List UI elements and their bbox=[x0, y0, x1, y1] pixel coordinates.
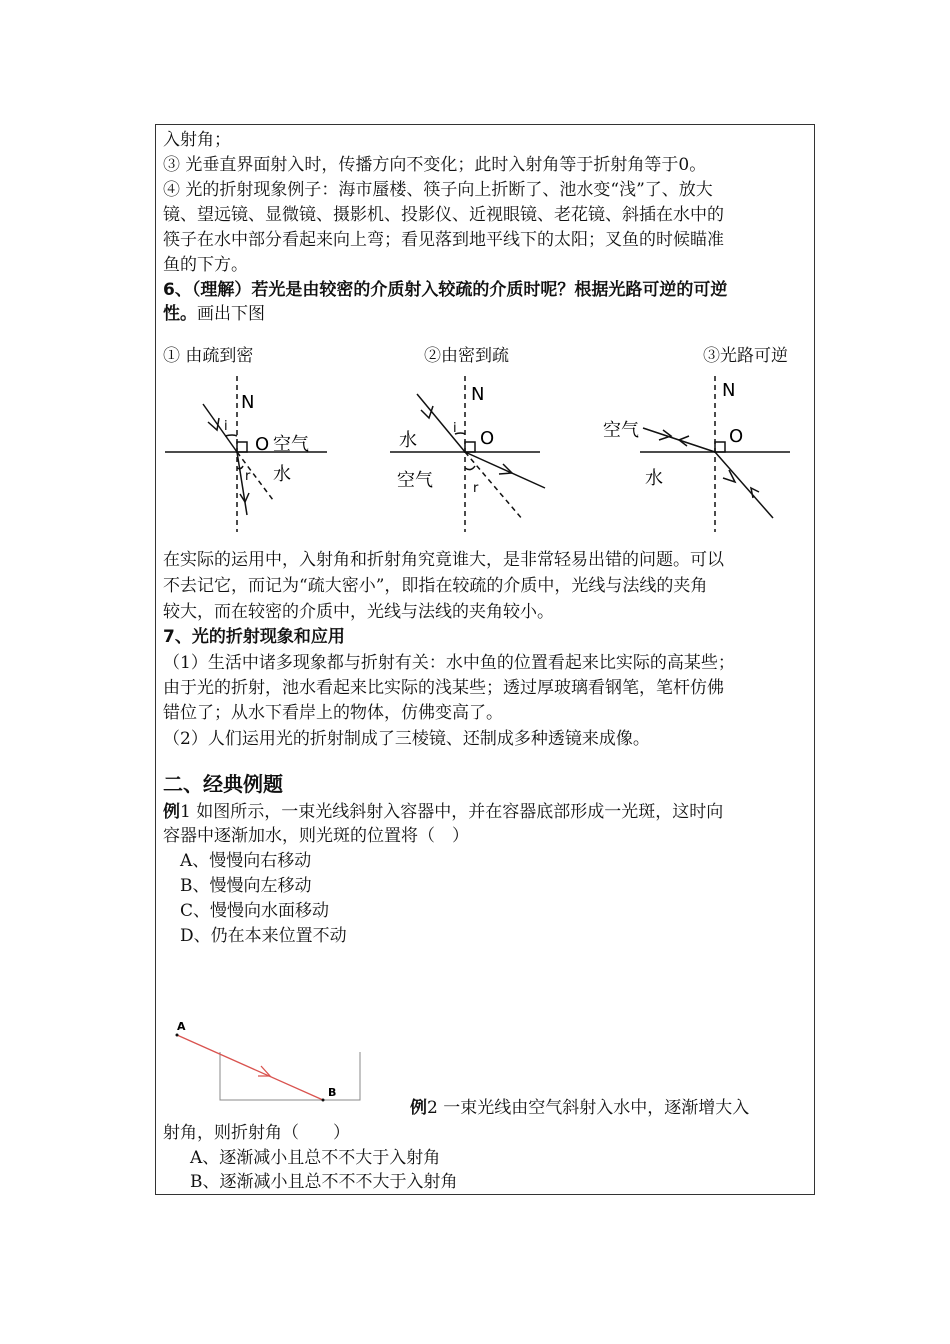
diagram-1-i-label: i bbox=[224, 419, 228, 434]
diagram-2-normal-label: N bbox=[471, 384, 485, 405]
point-b-label: B bbox=[328, 1086, 337, 1099]
section-7-item-2: （2）人们运用光的折射制成了三棱镜、还制成多种透镜来成像。 bbox=[163, 729, 650, 749]
line-examples-2: 镜、望远镜、显微镜、摄影机、投影仪、近视眼镜、老花镜、斜插在水中的 bbox=[163, 205, 724, 225]
example-1-line-2: 容器中逐渐加水，则光斑的位置将（ ） bbox=[163, 826, 469, 846]
example-1-line-1 bbox=[163, 800, 807, 824]
example-1-option-a: A、慢慢向右移动 bbox=[180, 851, 312, 871]
example-2-line-1 bbox=[410, 1096, 810, 1120]
diagram-3 bbox=[640, 376, 790, 532]
example-2-option-a: A、逐渐减小且总不不大于入射角 bbox=[190, 1148, 441, 1168]
section-2-heading: 二、经典例题 bbox=[163, 772, 283, 796]
example-1-text-1: 1 如图所示，一束光线斜射入容器中，并在容器底部形成一光斑，这时向 bbox=[180, 802, 724, 822]
section-6-heading-cont bbox=[163, 302, 807, 326]
section-7-item-1c: 错位了；从水下看岸上的物体，仿佛变高了。 bbox=[163, 703, 503, 723]
diagram-2 bbox=[390, 376, 545, 532]
diagram-1-water-label: 水 bbox=[273, 464, 291, 485]
caption-reversible: ③光路可逆 bbox=[703, 346, 788, 366]
example-2-line-2: 射角，则折射角（ ） bbox=[163, 1123, 350, 1143]
line-examples-1: ④ 光的折射现象例子：海市蜃楼、筷子向上折断了、池水变“浅”了、放大 bbox=[163, 180, 713, 200]
example-2-option-b: B、逐渐减小且总不不不大于入射角 bbox=[190, 1172, 458, 1192]
diagram-1-r-label: r bbox=[245, 469, 251, 484]
line-examples-4: 鱼的下方。 bbox=[163, 255, 248, 275]
diagram-3-water-label: 水 bbox=[645, 468, 663, 489]
diagram-3-o-label: O bbox=[729, 426, 744, 447]
diagram-2-air-label: 空气 bbox=[397, 470, 433, 491]
line-perpendicular: ③ 光垂直界面射入时，传播方向不变化；此时入射角等于折射角等于0。 bbox=[163, 155, 707, 175]
section-7-item-1a: （1）生活中诸多现象都与折射有关：水中鱼的位置看起来比实际的高某些； bbox=[163, 653, 735, 673]
diagram-1-o-label: O bbox=[255, 434, 270, 455]
line-examples-3: 筷子在水中部分看起来向上弯；看见落到地平线下的太阳；叉鱼的时候瞄准 bbox=[163, 230, 724, 250]
example-1-label: 例 bbox=[163, 802, 180, 822]
example-1-option-d: D、仍在本来位置不动 bbox=[180, 926, 347, 946]
diagram-3-normal-label: N bbox=[722, 380, 736, 401]
para-line-3: 较大，而在较密的介质中，光线与法线的夹角较小。 bbox=[163, 602, 554, 622]
container-diagram bbox=[165, 1010, 365, 1105]
diagram-1-normal-label: N bbox=[241, 392, 255, 413]
para-line-1: 在实际的运用中，入射角和折射角究竟谁大，是非常轻易出错的问题。可以 bbox=[163, 550, 724, 570]
diagram-2-o-label: O bbox=[480, 428, 495, 449]
section-7-heading: 7、光的折射现象和应用 bbox=[163, 627, 345, 647]
diagram-3-air-label: 空气 bbox=[603, 420, 639, 441]
para-line-2: 不去记它，而记为“疏大密小”，即指在较疏的介质中，光线与法线的夹角 bbox=[163, 576, 708, 596]
diagram-2-water-label: 水 bbox=[399, 430, 417, 451]
section-6-instruction: 画出下图 bbox=[197, 304, 265, 324]
section-6-bold-end: 性。 bbox=[163, 304, 197, 324]
example-1-option-c: C、慢慢向水面移动 bbox=[180, 901, 330, 921]
diagram-2-r-label: r bbox=[473, 481, 479, 496]
refraction-diagrams bbox=[155, 370, 815, 540]
point-a-label: A bbox=[177, 1020, 186, 1033]
diagram-2-i-label: i bbox=[453, 421, 457, 436]
caption-dense-to-sparse: ②由密到疏 bbox=[424, 346, 509, 366]
caption-sparse-to-dense: ① 由疏到密 bbox=[163, 346, 254, 366]
example-2-label: 例 bbox=[410, 1098, 427, 1118]
section-6-heading: 6、（理解）若光是由较密的介质射入较疏的介质时呢？根据光路可逆的可逆 bbox=[163, 280, 728, 300]
diagram-1-air-label: 空气 bbox=[273, 434, 309, 455]
example-2-text-1: 2 一束光线由空气斜射入水中，逐渐增大入 bbox=[427, 1098, 750, 1118]
line-incidence-angle: 入射角； bbox=[163, 130, 231, 150]
example-1-option-b: B、慢慢向左移动 bbox=[180, 876, 312, 896]
section-7-item-1b: 由于光的折射，池水看起来比实际的浅某些；透过厚玻璃看钢笔，笔杆仿佛 bbox=[163, 678, 724, 698]
